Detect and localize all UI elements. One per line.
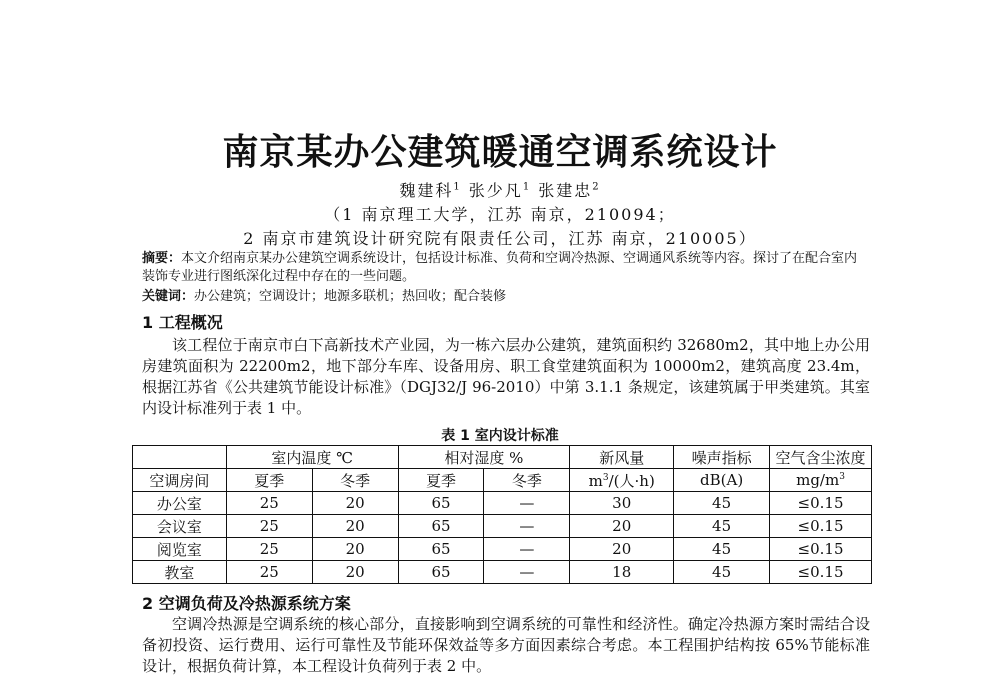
table-cell: 教室 <box>133 561 227 584</box>
author-name: 张少凡 <box>468 181 523 200</box>
author-name: 张建忠 <box>538 181 593 200</box>
table-cell: 65 <box>398 492 484 515</box>
table-cell: 20 <box>312 538 398 561</box>
table-cell: 20 <box>570 515 674 538</box>
table-header-cell: 噪声指标 <box>674 446 770 469</box>
table-cell: 25 <box>226 561 312 584</box>
table-header-row <box>133 446 872 469</box>
table-cell: 45 <box>674 492 770 515</box>
table-cell: 阅览室 <box>133 538 227 561</box>
table-cell: — <box>484 515 570 538</box>
table-cell: ≤0.15 <box>770 492 872 515</box>
keywords-text: 办公建筑；空调设计；地源多联机；热回收；配合装修 <box>194 289 507 304</box>
table-header-cell <box>770 469 872 492</box>
table-cell: 65 <box>398 515 484 538</box>
table-cell: 25 <box>226 515 312 538</box>
table-header-cell: 空调房间 <box>133 469 227 492</box>
section-heading: 2 空调负荷及冷热源系统方案 <box>142 594 351 613</box>
author-affiliation-mark: 1 <box>453 181 462 193</box>
design-standards-table <box>132 445 872 584</box>
author-affiliation-mark: 1 <box>522 181 532 193</box>
table-header-cell: 室内温度 ℃ <box>226 446 398 469</box>
table-cell: 20 <box>570 538 674 561</box>
table-header-cell: dB(A) <box>674 469 770 492</box>
table-cell: 45 <box>674 538 770 561</box>
table-cell: ≤0.15 <box>770 515 872 538</box>
keywords <box>142 288 870 306</box>
table-header-cell: 夏季 <box>398 469 484 492</box>
paper-title: 南京某办公建筑暖通空调系统设计 <box>222 132 778 173</box>
table-cell: 会议室 <box>133 515 227 538</box>
table-cell: 30 <box>570 492 674 515</box>
table-cell: 20 <box>312 515 398 538</box>
table-cell: 20 <box>312 561 398 584</box>
unit-text: m <box>588 471 603 490</box>
table-header-cell: 空气含尘浓度 <box>770 446 872 469</box>
affiliation-line-1: （1 南京理工大学，江苏 南京，210094； <box>324 205 676 224</box>
table-cell: 办公室 <box>133 492 227 515</box>
table-cell: 65 <box>398 538 484 561</box>
unit-superscript: 3 <box>602 472 609 483</box>
table-caption: 表 1 室内设计标准 <box>441 428 559 444</box>
table-cell: — <box>484 561 570 584</box>
table-header-cell <box>133 446 227 469</box>
table-cell: ≤0.15 <box>770 538 872 561</box>
author-line <box>0 178 1000 201</box>
unit-superscript: 3 <box>839 472 845 482</box>
table-header-cell: 冬季 <box>312 469 398 492</box>
table-cell: 18 <box>570 561 674 584</box>
table-cell: ≤0.15 <box>770 561 872 584</box>
affiliation-line-2: 2 南京市建筑设计研究院有限责任公司，江苏 南京，210005） <box>243 229 757 248</box>
table-row <box>133 492 872 515</box>
table-subheader-row <box>133 469 872 492</box>
table-row <box>133 515 872 538</box>
unit-text: mg/m <box>796 471 840 489</box>
table-cell: 25 <box>226 538 312 561</box>
section-paragraph: 空调冷热源是空调系统的核心部分，直接影响到空调系统的可靠性和经济性。确定冷热源方案时需结合设备初投资、运行费用、运行可靠性及节能环保效益等多方面因素综合考虑。本工程围护结构按 65%节能标准设计，根据负荷计算，本工程设计负荷列于表 2 中。 <box>142 615 870 675</box>
keywords-label: 关键词： <box>142 289 195 304</box>
abstract-label: 摘要： <box>142 251 182 266</box>
table-header-cell: 夏季 <box>226 469 312 492</box>
table-row <box>133 561 872 584</box>
table-cell: 45 <box>674 515 770 538</box>
section-heading: 1 工程概况 <box>142 313 223 332</box>
table-header-cell <box>570 469 674 492</box>
table-cell: 20 <box>312 492 398 515</box>
table-header-cell: 新风量 <box>570 446 674 469</box>
abstract-text: 本文介绍南京某办公建筑空调系统设计，包括设计标准、负荷和空调冷热源、空调通风系统等内容。探讨了在配合室内装饰专业进行图纸深化过程中存在的一些问题。 <box>142 251 858 284</box>
table-header-cell: 冬季 <box>484 469 570 492</box>
author-affiliation-mark: 2 <box>592 181 601 193</box>
table-cell: 25 <box>226 492 312 515</box>
author-name: 魏建科 <box>399 181 454 200</box>
table-cell: 45 <box>674 561 770 584</box>
table-header-cell: 相对湿度 % <box>398 446 570 469</box>
table-cell: — <box>484 492 570 515</box>
unit-text: /(人·h) <box>608 471 655 490</box>
table-cell: — <box>484 538 570 561</box>
table-cell: 65 <box>398 561 484 584</box>
table-row <box>133 538 872 561</box>
section-paragraph: 该工程位于南京市白下高新技术产业园，为一栋六层办公建筑，建筑面积约 32680m2，其中地上办公用房建筑面积为 22200m2，地下部分车库、设备用房、职工食堂建筑面积为 10000m2，建筑高度 23.4m，根据江苏省《公共建筑节能设计标准》（DGJ32/J 96-2010）中第 3.1.1 条规定，该建筑属于甲类建筑。其室内设计标准列于表 1 中。 <box>142 336 870 417</box>
abstract <box>142 250 870 286</box>
